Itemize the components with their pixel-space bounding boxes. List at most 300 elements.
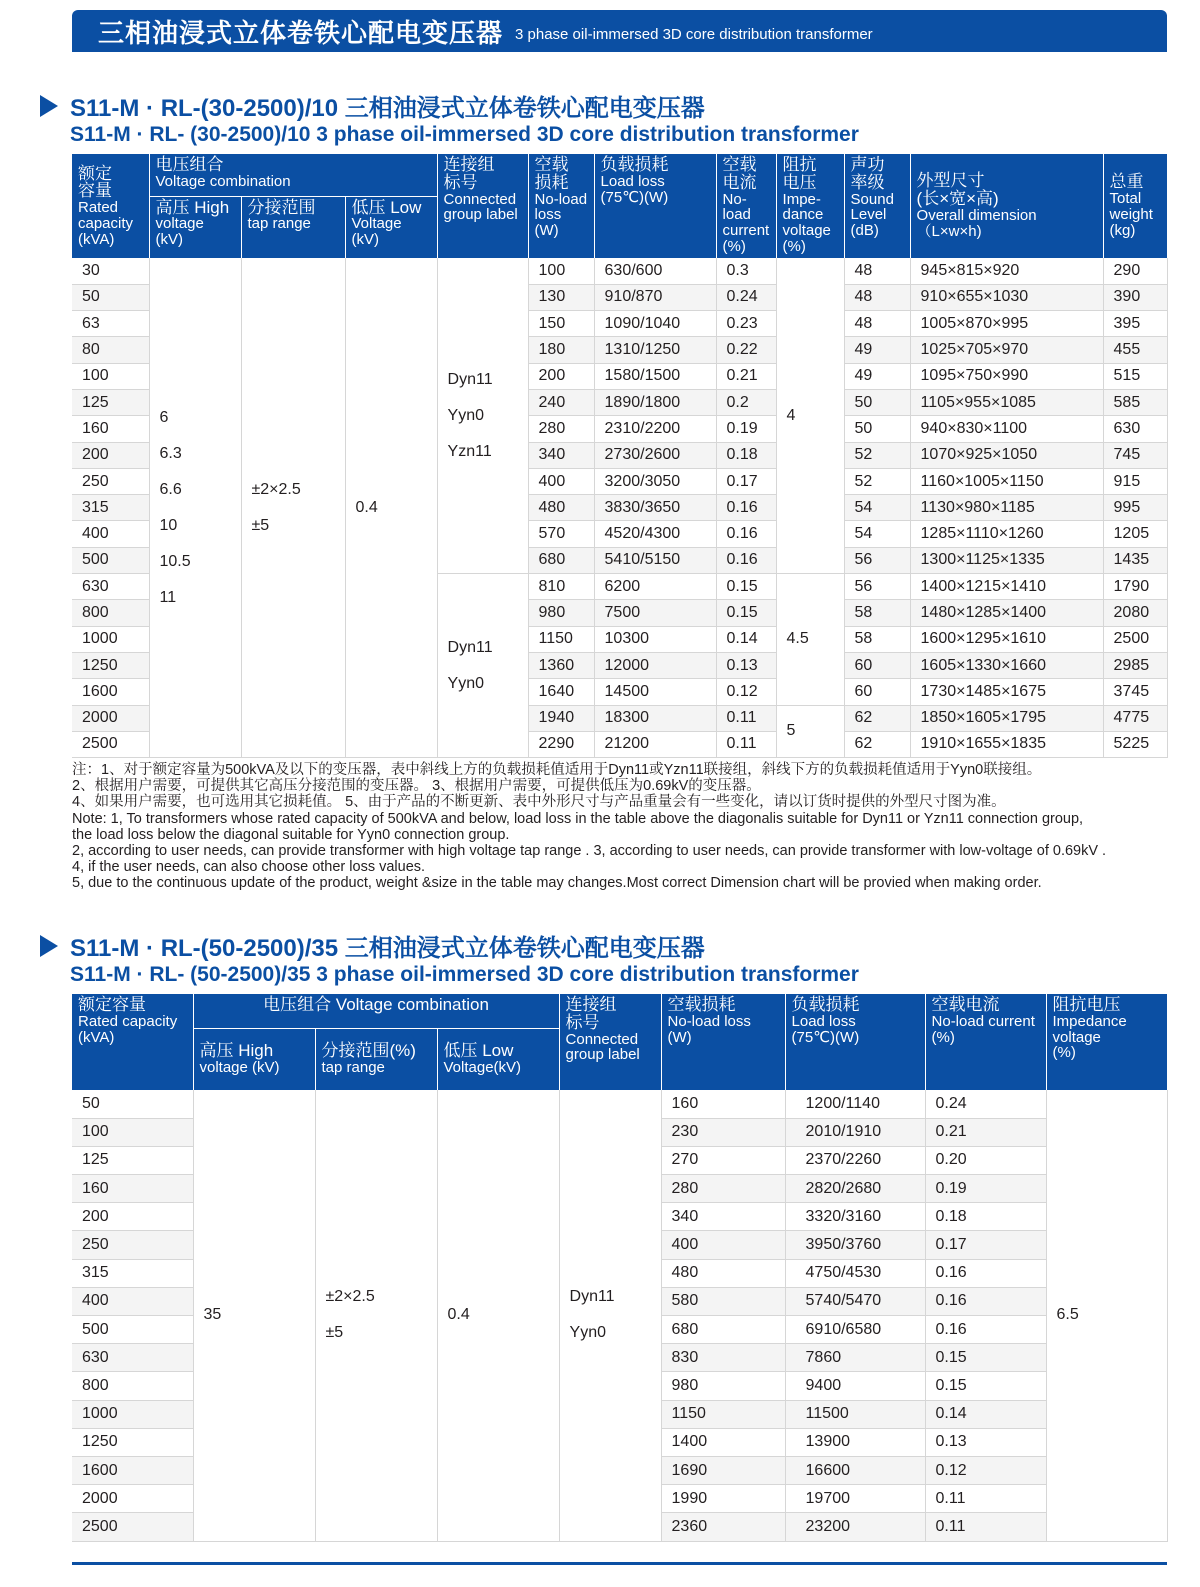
dimension-cell: 1910×1655×1835 (910, 731, 1103, 757)
load-cell: 3950/3760 (785, 1231, 925, 1259)
capacity-header-line: (kVA) (78, 1028, 115, 1046)
weight-cell: 390 (1103, 284, 1167, 310)
banner-title: 三相油浸式立体卷铁心配电变压器 (98, 17, 504, 48)
voltage-combination-header-line: Voltage combination (155, 172, 291, 190)
col2-noload (661, 994, 785, 1090)
lv-merged-cell-value: 0.4 (447, 1306, 470, 1324)
weight-cell: 2985 (1103, 652, 1167, 678)
capacity-cell: 800 (72, 600, 149, 626)
group-merged-cell-value: Yyn0 (447, 406, 484, 424)
noload-header-line: (W) (667, 1028, 692, 1046)
col-dimension (910, 154, 1103, 258)
load-cell: 23200 (785, 1513, 925, 1541)
impedance-merged-cell-value: 5 (786, 722, 796, 740)
capacity-header-line: Rated (78, 199, 119, 217)
current-cell: 0.11 (716, 705, 776, 731)
load-cell: 2730/2600 (594, 442, 716, 468)
current-cell: 0.13 (925, 1428, 1046, 1456)
sound-cell: 52 (844, 442, 910, 468)
col-group (437, 154, 528, 258)
current-cell: 0.21 (716, 363, 776, 389)
lv-merged-cell (437, 1090, 559, 1541)
tap-merged-cell-value: ±2×2.5 (251, 480, 301, 498)
dimension-cell: 1600×1295×1610 (910, 626, 1103, 652)
load-cell: 13900 (785, 1428, 925, 1456)
weight-cell: 3745 (1103, 679, 1167, 705)
capacity-cell: 1250 (72, 1428, 193, 1456)
sound-cell: 54 (844, 495, 910, 521)
weight-cell: 1205 (1103, 521, 1167, 547)
group-header-line: group label (565, 1046, 640, 1064)
capacity-cell: 100 (72, 1118, 193, 1146)
hv-merged-cell-value: 10.5 (159, 552, 191, 570)
weight-cell: 395 (1103, 311, 1167, 337)
sound-cell: 60 (844, 679, 910, 705)
note-line: Note: 1, To transformers whose rated capacity of 500kVA and below, load loss in the table above the diagonalis suitable for Dyn11 or Yzn11 connection group, (72, 810, 1084, 827)
impedance-header-line: Impe- (782, 190, 821, 208)
capacity-header-line: 容量 (78, 181, 112, 201)
noload-cell: 980 (661, 1372, 785, 1400)
sound-cell: 48 (844, 258, 910, 284)
col2-hv (193, 1028, 315, 1090)
impedance-header-line: (%) (782, 237, 806, 255)
impedance-header-line: voltage (1052, 1028, 1101, 1046)
table-row (72, 258, 1167, 284)
dimension-cell: 1850×1605×1795 (910, 705, 1103, 731)
sound-header-line: (dB) (850, 222, 879, 240)
noload-header-line: (W) (534, 222, 559, 240)
dimension-cell: 1480×1285×1400 (910, 600, 1103, 626)
capacity-cell: 80 (72, 337, 149, 363)
capacity-cell: 800 (72, 1372, 193, 1400)
capacity-cell: 2000 (72, 1485, 193, 1513)
capacity-cell: 500 (72, 547, 149, 573)
note-line: 2, according to user needs, can provide transformer with high voltage tap range . 3, according to user needs, can provide transformer with low-voltage of 0.69kV . (72, 843, 1107, 860)
capacity-cell: 315 (72, 495, 149, 521)
lv-merged-cell (345, 258, 437, 758)
group-header-line: group label (443, 206, 518, 224)
group-merged-cell-value: Yyn0 (447, 674, 484, 692)
impedance-merged-cell-value: 4.5 (786, 630, 809, 648)
noload-cell: 280 (528, 416, 594, 442)
load-cell: 2010/1910 (785, 1118, 925, 1146)
load-header-line: (75℃)(W) (791, 1028, 860, 1046)
sound-cell: 50 (844, 389, 910, 415)
current-header-line: (%) (931, 1028, 955, 1046)
noload-cell: 340 (661, 1203, 785, 1231)
current-cell: 0.16 (716, 547, 776, 573)
footnotes (72, 762, 1182, 892)
weight-header-line: Total (1109, 190, 1142, 208)
capacity-cell: 1000 (72, 626, 149, 652)
col-hv (149, 196, 241, 258)
capacity-cell: 1250 (72, 652, 149, 678)
noload-cell: 270 (661, 1146, 785, 1174)
capacity-cell: 630 (72, 574, 149, 600)
load-cell: 1090/1040 (594, 311, 716, 337)
dimension-cell: 910×655×1030 (910, 284, 1103, 310)
impedance-merged-cell (776, 705, 844, 758)
current-cell: 0.19 (925, 1175, 1046, 1203)
load-cell: 2370/2260 (785, 1146, 925, 1174)
note-line: 注：1、对于额定容量为500kVA及以下的变压器，表中斜线上方的负载损耗值适用于Dyn11或Yzn11联接组，斜线下方的负载损耗值适用于Yyn0联接组。 (72, 762, 1042, 778)
noload-cell: 1640 (528, 679, 594, 705)
lv-header-line: Voltage (351, 215, 402, 233)
weight-header-line: weight (1109, 206, 1153, 224)
group-header-line: 标号 (565, 1012, 600, 1032)
current-cell: 0.23 (716, 311, 776, 337)
tap-header-line: tap range (321, 1059, 385, 1077)
load-cell: 1310/1250 (594, 337, 716, 363)
noload-header-line: loss (534, 206, 562, 224)
sound-cell: 48 (844, 284, 910, 310)
weight-cell: 995 (1103, 495, 1167, 521)
load-cell: 5740/5470 (785, 1287, 925, 1315)
tap-header-line: 分接范围 (247, 197, 316, 217)
capacity-cell: 2500 (72, 1513, 193, 1541)
sound-cell: 62 (844, 731, 910, 757)
noload-cell: 480 (528, 495, 594, 521)
load-header-line: Load loss (791, 1012, 856, 1030)
current-cell: 0.21 (925, 1118, 1046, 1146)
table2-body (72, 1090, 1167, 1541)
section1-title (40, 88, 859, 147)
current-header-line: No-load current (931, 1012, 1035, 1030)
group-header-line: 标号 (443, 172, 478, 192)
capacity-cell: 2000 (72, 705, 149, 731)
capacity-cell: 250 (72, 1231, 193, 1259)
noload-cell: 180 (528, 337, 594, 363)
col-capacity (72, 154, 149, 258)
noload-cell: 240 (528, 389, 594, 415)
impedance-header-line: 电压 (782, 172, 817, 192)
lv-header-line: 低压 Low (443, 1041, 514, 1061)
current-cell: 0.11 (925, 1513, 1046, 1541)
section2-title-en: S11-M · RL- (50-2500)/35 3 phase oil-immersed 3D core distribution transformer (70, 963, 859, 986)
hv-header-line: voltage (155, 215, 204, 233)
current-cell: 0.13 (716, 652, 776, 678)
noload-cell: 340 (528, 442, 594, 468)
tap-header-line: 分接范围(%) (321, 1041, 416, 1061)
load-cell: 7860 (785, 1344, 925, 1372)
table-row (72, 1090, 1167, 1118)
capacity-cell: 1000 (72, 1400, 193, 1428)
dimension-cell: 945×815×920 (910, 258, 1103, 284)
current-cell: 0.24 (716, 284, 776, 310)
load-cell: 9400 (785, 1372, 925, 1400)
triangle-bullet-icon (40, 95, 58, 117)
impedance-merged-cell (776, 574, 844, 705)
spec-table-10kv (72, 154, 1168, 758)
tap-merged-cell (315, 1090, 437, 1541)
col-load (594, 154, 716, 258)
dimension-header-line: 外型尺寸 (916, 171, 985, 191)
capacity-cell: 125 (72, 389, 149, 415)
section2-title-zh: S11-M · RL-(50-2500)/35 三相油浸式立体卷铁心配电变压器 (70, 935, 705, 962)
col-current (716, 154, 776, 258)
noload-cell: 1360 (528, 652, 594, 678)
load-cell: 21200 (594, 731, 716, 757)
sound-cell: 48 (844, 311, 910, 337)
sound-header-line: Sound (850, 190, 894, 208)
hv-merged-cell-value: 35 (203, 1306, 222, 1324)
dimension-cell: 1605×1330×1660 (910, 652, 1103, 678)
current-cell: 0.22 (716, 337, 776, 363)
hv-merged-cell-value: 10 (159, 516, 178, 534)
current-header-line: 空载 (722, 155, 757, 174)
noload-cell: 1940 (528, 705, 594, 731)
note-line: 4、如果用户需要，也可选用其它损耗值。 5、由于产品的不断更新、表中外形尺寸与产品重量会有一些变化，请以订货时提供的外型尺寸图为准。 (72, 794, 1006, 811)
load-cell: 16600 (785, 1456, 925, 1484)
noload-cell: 100 (528, 258, 594, 284)
noload-cell: 1150 (528, 626, 594, 652)
hv-header-line: 高压 High (155, 197, 230, 217)
noload-cell: 200 (528, 363, 594, 389)
current-header-line: No-load (722, 190, 751, 224)
load-cell: 1200/1140 (785, 1090, 925, 1118)
capacity-header-line: 额定 (78, 163, 112, 183)
load-cell: 11500 (785, 1400, 925, 1428)
section1-title-en: S11-M · RL- (30-2500)/10 3 phase oil-immersed 3D core distribution transformer (70, 123, 859, 146)
col-tap (241, 196, 345, 258)
weight-cell: 745 (1103, 442, 1167, 468)
load-header-line: Load loss (600, 172, 665, 190)
noload-header-line: 损耗 (534, 172, 569, 192)
capacity-header-line: (kVA) (78, 230, 115, 248)
dimension-cell: 1025×705×970 (910, 337, 1103, 363)
dimension-cell: 1160×1005×1150 (910, 468, 1103, 494)
impedance-header-line: 阻抗 (782, 155, 817, 174)
note-line: 2、根据用户需要，可提供其它高压分接范围的变压器。 3、根据用户需要，可提供低压为0.69kV的变压器。 (72, 778, 761, 795)
noload-cell: 150 (528, 311, 594, 337)
sound-header-line: 声功 (850, 155, 885, 174)
noload-cell: 2360 (661, 1513, 785, 1541)
current-cell: 0.19 (716, 416, 776, 442)
noload-cell: 480 (661, 1259, 785, 1287)
weight-header-line: (kg) (1109, 221, 1136, 239)
hv-merged-cell-value: 6.3 (159, 444, 182, 462)
col2-load (785, 994, 925, 1090)
load-cell: 5410/5150 (594, 547, 716, 573)
weight-cell: 630 (1103, 416, 1167, 442)
current-cell: 0.11 (716, 731, 776, 757)
load-header-line: (75℃)(W) (600, 188, 669, 206)
current-cell: 0.12 (716, 679, 776, 705)
load-cell: 1580/1500 (594, 363, 716, 389)
capacity-header-line: Rated capacity (78, 1012, 178, 1030)
triangle-bullet-icon (40, 935, 58, 957)
noload-cell: 400 (528, 468, 594, 494)
capacity-cell: 50 (72, 1090, 193, 1118)
noload-cell: 400 (661, 1231, 785, 1259)
weight-cell: 2500 (1103, 626, 1167, 652)
impedance-merged-cell (776, 258, 844, 574)
weight-cell: 1790 (1103, 574, 1167, 600)
noload-cell: 280 (661, 1175, 785, 1203)
sound-cell: 52 (844, 468, 910, 494)
tap-merged-cell-value: ±2×2.5 (325, 1288, 375, 1306)
hv-merged-cell-value: 6.6 (159, 480, 182, 498)
weight-cell: 455 (1103, 337, 1167, 363)
hv-header-line: (kV) (155, 231, 183, 249)
capacity-cell: 160 (72, 1175, 193, 1203)
capacity-cell: 50 (72, 284, 149, 310)
col2-capacity (72, 994, 193, 1090)
noload-cell: 230 (661, 1118, 785, 1146)
capacity-header-line: capacity (78, 214, 134, 232)
sound-header-line: 率级 (850, 172, 885, 192)
noload-cell: 1990 (661, 1485, 785, 1513)
dimension-header-line: (长×宽×高) (916, 189, 999, 209)
current-cell: 0.17 (925, 1231, 1046, 1259)
sound-cell: 50 (844, 416, 910, 442)
group-merged-cell-value: Yzn11 (447, 442, 492, 460)
group-merged-cell (559, 1090, 661, 1541)
current-cell: 0.16 (925, 1316, 1046, 1344)
group-header-line: Connected (565, 1030, 639, 1048)
col2-group (559, 994, 661, 1090)
dimension-cell: 1400×1215×1410 (910, 574, 1103, 600)
load-cell: 7500 (594, 600, 716, 626)
noload-cell: 680 (661, 1316, 785, 1344)
note-line: 4, if the user needs, can also choose other loss values. (72, 859, 426, 876)
note-line: the load loss below the diagonal suitable for Yyn0 connection group. (72, 826, 510, 843)
load-cell: 6910/6580 (785, 1316, 925, 1344)
col-weight (1103, 154, 1167, 258)
current-cell: 0.16 (716, 495, 776, 521)
sound-cell: 58 (844, 626, 910, 652)
hv-header-line: 高压 High (199, 1041, 274, 1061)
hv-header-line: voltage (kV) (199, 1059, 280, 1077)
load-cell: 18300 (594, 705, 716, 731)
col-noload (528, 154, 594, 258)
current-cell: 0.16 (925, 1287, 1046, 1315)
sound-cell: 49 (844, 363, 910, 389)
dimension-cell: 1070×925×1050 (910, 442, 1103, 468)
load-cell: 6200 (594, 574, 716, 600)
load-header-line: 负载损耗 (600, 155, 669, 174)
noload-cell: 1690 (661, 1456, 785, 1484)
capacity-cell: 1600 (72, 679, 149, 705)
group-merged-cell (437, 258, 528, 574)
capacity-cell: 400 (72, 521, 149, 547)
capacity-cell: 630 (72, 1344, 193, 1372)
load-cell: 2820/2680 (785, 1175, 925, 1203)
load-cell: 3200/3050 (594, 468, 716, 494)
impedance-merged-cell (1046, 1090, 1167, 1541)
sound-cell: 49 (844, 337, 910, 363)
section2-title (40, 928, 859, 987)
lv-header-line: (kV) (351, 231, 379, 249)
load-cell: 3320/3160 (785, 1203, 925, 1231)
weight-cell: 5225 (1103, 731, 1167, 757)
dimension-cell: 1130×980×1185 (910, 495, 1103, 521)
weight-header-line: 总重 (1109, 172, 1144, 192)
col2-current (925, 994, 1046, 1090)
group-merged-cell-value: Dyn11 (447, 370, 493, 388)
group-merged-cell-value: Dyn11 (569, 1288, 615, 1306)
current-cell: 0.15 (925, 1372, 1046, 1400)
hv-merged-cell (193, 1090, 315, 1541)
weight-cell: 4775 (1103, 705, 1167, 731)
current-cell: 0.20 (925, 1146, 1046, 1174)
capacity-cell: 250 (72, 468, 149, 494)
col-lv (345, 196, 437, 258)
noload-cell: 2290 (528, 731, 594, 757)
impedance-merged-cell-value: 4 (786, 406, 796, 424)
dimension-cell: 1285×1110×1260 (910, 521, 1103, 547)
load-cell: 4520/4300 (594, 521, 716, 547)
col2-impedance (1046, 994, 1167, 1090)
dimension-cell: 1105×955×1085 (910, 389, 1103, 415)
current-header-line: 电流 (722, 172, 757, 192)
dimension-cell: 1005×870×995 (910, 311, 1103, 337)
note-line: 5, due to the continuous update of the product, weight &size in the table may changes.Most correct Dimension chart will be provied when making order. (72, 875, 1042, 892)
col2-lv (437, 1028, 559, 1090)
capacity-header-line: 额定容量 (78, 995, 146, 1014)
weight-cell: 515 (1103, 363, 1167, 389)
col2-voltage-combination (193, 994, 559, 1028)
group-header-line: 连接组 (443, 155, 495, 174)
group-merged-cell (437, 574, 528, 758)
banner-subtitle: 3 phase oil-immersed 3D core distribution transformer (515, 25, 873, 43)
current-header-line: 空载电流 (931, 995, 1000, 1014)
impedance-header-line: Impedance (1052, 1012, 1127, 1030)
weight-cell: 1435 (1103, 547, 1167, 573)
col-sound (844, 154, 910, 258)
sound-cell: 58 (844, 600, 910, 626)
current-cell: 0.18 (925, 1203, 1046, 1231)
capacity-cell: 125 (72, 1146, 193, 1174)
noload-cell: 130 (528, 284, 594, 310)
capacity-cell: 2500 (72, 731, 149, 757)
dimension-cell: 1095×750×990 (910, 363, 1103, 389)
table1-body (72, 258, 1167, 758)
spec-table-35kv (72, 994, 1168, 1542)
voltage-combination-header-line: 电压组合 Voltage combination (263, 995, 489, 1014)
current-cell: 0.15 (716, 600, 776, 626)
load-cell: 910/870 (594, 284, 716, 310)
current-cell: 0.14 (925, 1400, 1046, 1428)
capacity-cell: 1600 (72, 1456, 193, 1484)
capacity-cell: 63 (72, 311, 149, 337)
current-cell: 0.2 (716, 389, 776, 415)
tap-merged-cell-value: ±5 (325, 1324, 344, 1342)
hv-merged-cell-value: 11 (159, 588, 177, 606)
weight-cell: 585 (1103, 389, 1167, 415)
load-cell: 19700 (785, 1485, 925, 1513)
current-cell: 0.16 (716, 521, 776, 547)
dimension-cell: 940×830×1100 (910, 416, 1103, 442)
capacity-cell: 500 (72, 1316, 193, 1344)
impedance-merged-cell-value: 6.5 (1056, 1306, 1079, 1324)
current-cell: 0.18 (716, 442, 776, 468)
current-cell: 0.3 (716, 258, 776, 284)
section1-title-zh: S11-M · RL-(30-2500)/10 三相油浸式立体卷铁心配电变压器 (70, 95, 705, 122)
noload-header-line: No-load loss (667, 1012, 751, 1030)
current-cell: 0.14 (716, 626, 776, 652)
noload-cell: 580 (661, 1287, 785, 1315)
sound-cell: 60 (844, 652, 910, 678)
tap-merged-cell (241, 258, 345, 758)
noload-cell: 160 (661, 1090, 785, 1118)
noload-cell: 980 (528, 600, 594, 626)
load-cell: 3830/3650 (594, 495, 716, 521)
noload-cell: 810 (528, 574, 594, 600)
load-header-line: 负载损耗 (791, 995, 860, 1014)
load-cell: 10300 (594, 626, 716, 652)
tap-merged-cell-value: ±5 (251, 516, 270, 534)
